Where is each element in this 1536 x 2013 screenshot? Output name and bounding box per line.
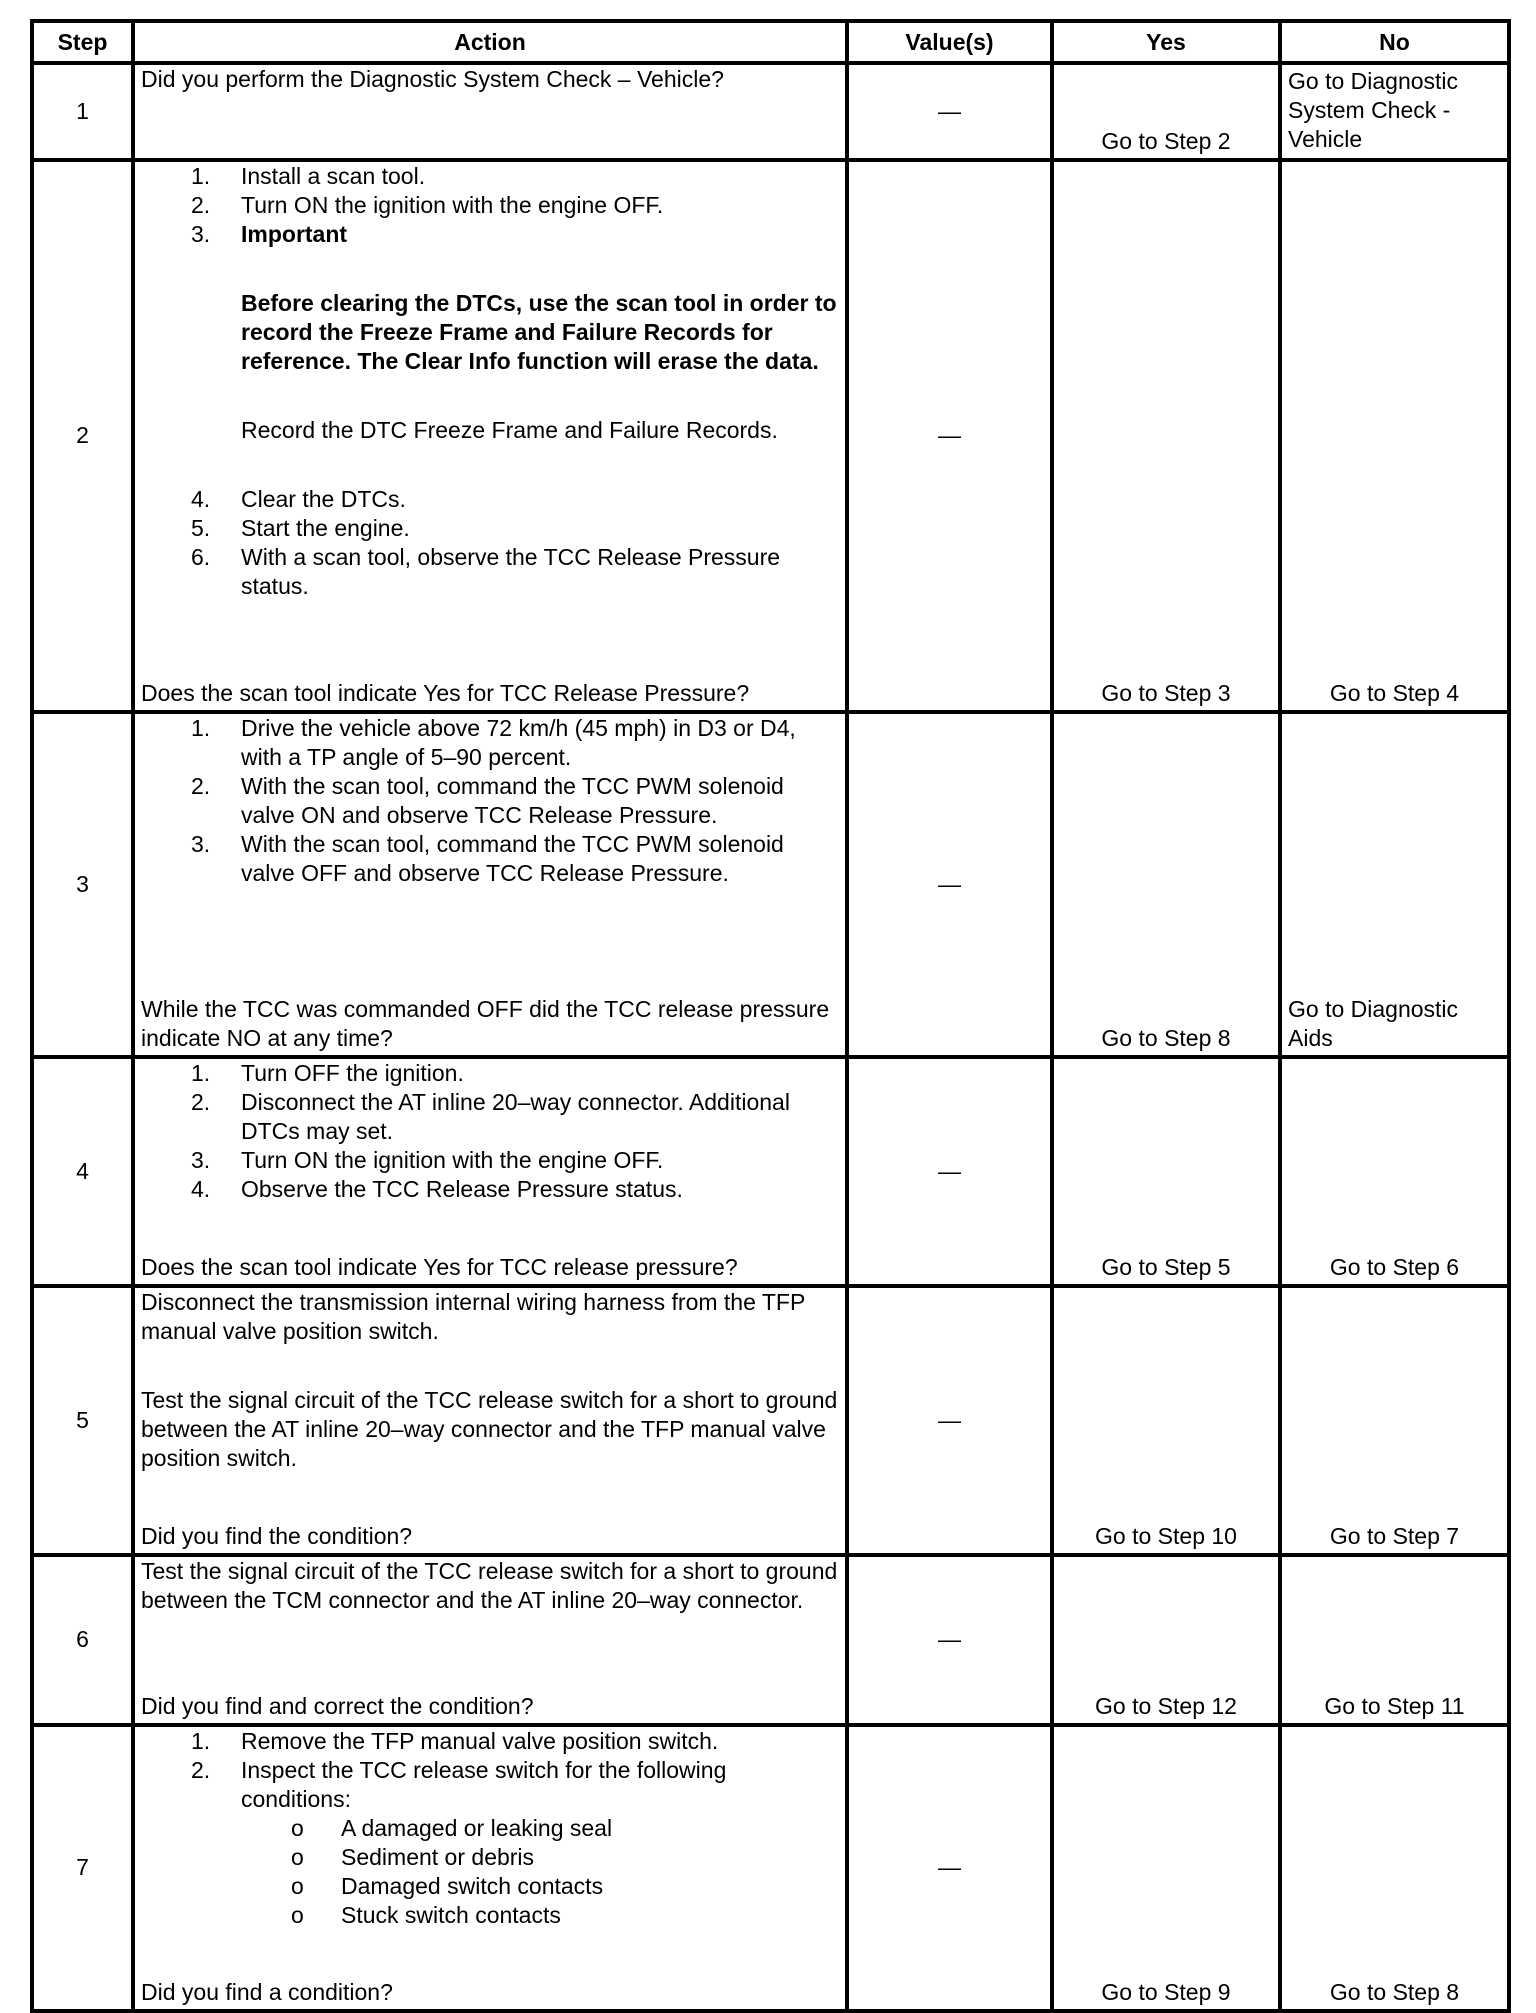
list-item: 2. With the scan tool, command the TCC PWM solenoid valve ON and observe TCC Release Pressure.	[191, 772, 784, 828]
table-row-step-7	[32, 1725, 1509, 2011]
value-cell: —	[847, 1555, 1052, 1725]
question-text: Did you find the condition?	[141, 1522, 413, 1549]
condition-item: o Sediment or debris	[291, 1843, 535, 1870]
list-item: 1. Turn OFF the ignition.	[191, 1060, 464, 1087]
no-cell: Go to Step 6	[1280, 1057, 1509, 1286]
action-cell	[133, 1725, 847, 2011]
header-no: No	[1280, 21, 1509, 63]
action-cell	[133, 63, 847, 160]
action-paragraph: Test the signal circuit of the TCC release switch for a short to ground between the AT inline 20–way connector and the TFP manual valve position switch.	[141, 1387, 838, 1472]
yes-cell: Go to Step 5	[1052, 1057, 1280, 1286]
yes-cell: Go to Step 8	[1052, 712, 1280, 1057]
question-text: Does the scan tool indicate Yes for TCC release pressure?	[141, 1254, 738, 1281]
step-number: 7	[32, 1725, 133, 2011]
value-cell: —	[847, 63, 1052, 160]
no-cell: Go to Step 7	[1280, 1286, 1509, 1554]
value-cell: —	[847, 712, 1052, 1057]
list-item: 3. Important Before clearing the DTCs, use the scan tool in order to record the Freeze Frame and Failure Records for reference. The Clear Info function will erase the data. Record the DTC Freeze Frame and Failure Records.	[241, 220, 839, 445]
header-step: Step	[32, 21, 133, 63]
value-cell: —	[847, 160, 1052, 712]
step-number: 6	[32, 1555, 133, 1725]
list-item: 3. With the scan tool, command the TCC PWM solenoid valve OFF and observe TCC Release Pressure.	[191, 830, 784, 886]
question-text: While the TCC was commanded OFF did the TCC release pressure indicate NO at any time?	[141, 996, 830, 1052]
condition-item: o A damaged or leaking seal	[291, 1814, 613, 1841]
no-cell: Go to Step 8	[1280, 1725, 1509, 2011]
list-item: 1. Install a scan tool.	[191, 163, 426, 190]
step-number: 3	[32, 712, 133, 1057]
action-cell	[133, 160, 847, 712]
diagnostic-table	[30, 19, 1511, 2013]
important-label: Important	[241, 221, 348, 248]
table-row-step-5	[32, 1286, 1509, 1554]
list-item: 2. Inspect the TCC release switch for the following conditions: o A damaged or leaking seal o Sediment or debris o Damaged switch contacts o Stuck switch contacts	[241, 1756, 839, 1930]
no-cell: Go to Step 4	[1280, 160, 1509, 712]
no-cell: Go to Diagnostic Aids	[1280, 712, 1509, 1057]
list-item: 2. Disconnect the AT inline 20–way connector. Additional DTCs may set.	[191, 1089, 790, 1145]
list-item: 4. Observe the TCC Release Pressure status.	[191, 1176, 683, 1203]
table-row-step-4	[32, 1057, 1509, 1286]
step-number: 5	[32, 1286, 133, 1554]
condition-item: o Damaged switch contacts	[291, 1872, 604, 1899]
value-cell: —	[847, 1725, 1052, 2011]
important-text: Before clearing the DTCs, use the scan tool in order to record the Freeze Frame and Failure Records for reference. The Clear Info function will erase the data.	[241, 290, 837, 375]
header-yes: Yes	[1052, 21, 1280, 63]
no-cell: Go to Diagnostic System Check - Vehicle	[1280, 63, 1509, 160]
table-row-step-6	[32, 1555, 1509, 1725]
list-item: 4. Clear the DTCs.	[191, 486, 406, 513]
action-list	[141, 162, 839, 601]
action-list	[141, 1059, 839, 1204]
action-list	[141, 714, 839, 888]
action-paragraph: Test the signal circuit of the TCC release switch for a short to ground between the TCM connector and the AT inline 20–way connector.	[141, 1557, 838, 1613]
yes-cell: Go to Step 9	[1052, 1725, 1280, 2011]
table-row-step-1	[32, 63, 1509, 160]
table-row-step-2	[32, 160, 1509, 712]
table-row-step-3	[32, 712, 1509, 1057]
action-cell	[133, 712, 847, 1057]
step-number: 1	[32, 63, 133, 160]
action-list	[141, 1727, 839, 1930]
action-cell	[133, 1555, 847, 1725]
header-action: Action	[133, 21, 847, 63]
list-item: 3. Turn ON the ignition with the engine OFF.	[191, 1147, 664, 1174]
question-text: Did you find and correct the condition?	[141, 1692, 534, 1719]
action-cell	[133, 1057, 847, 1286]
value-cell: —	[847, 1286, 1052, 1554]
yes-cell: Go to Step 2	[1052, 63, 1280, 160]
question-text: Does the scan tool indicate Yes for TCC Release Pressure?	[141, 679, 750, 706]
list-item: 5. Start the engine.	[191, 515, 410, 542]
condition-list	[141, 1814, 839, 1930]
question-text: Did you perform the Diagnostic System Check – Vehicle?	[141, 66, 724, 93]
yes-cell: Go to Step 3	[1052, 160, 1280, 712]
no-cell: Go to Step 11	[1280, 1555, 1509, 1725]
action-cell	[133, 1286, 847, 1554]
question-text: Did you find a condition?	[141, 1979, 393, 2005]
yes-cell: Go to Step 10	[1052, 1286, 1280, 1554]
yes-cell: Go to Step 12	[1052, 1555, 1280, 1725]
list-item: 1. Drive the vehicle above 72 km/h (45 mph) in D3 or D4, with a TP angle of 5–90 percent.	[191, 714, 796, 770]
header-values: Value(s)	[847, 21, 1052, 63]
list-item: 6. With a scan tool, observe the TCC Release Pressure status.	[191, 544, 781, 600]
value-cell: —	[847, 1057, 1052, 1286]
list-item: 2. Turn ON the ignition with the engine OFF.	[191, 192, 664, 219]
condition-item: o Stuck switch contacts	[291, 1901, 561, 1928]
action-paragraph: Disconnect the transmission internal wiring harness from the TFP manual valve position switch.	[141, 1289, 805, 1345]
important-note: Record the DTC Freeze Frame and Failure Records.	[241, 417, 778, 444]
header-row	[32, 21, 1509, 63]
step-number: 4	[32, 1057, 133, 1286]
list-item: 1. Remove the TFP manual valve position switch.	[191, 1727, 719, 1754]
step-number: 2	[32, 160, 133, 712]
